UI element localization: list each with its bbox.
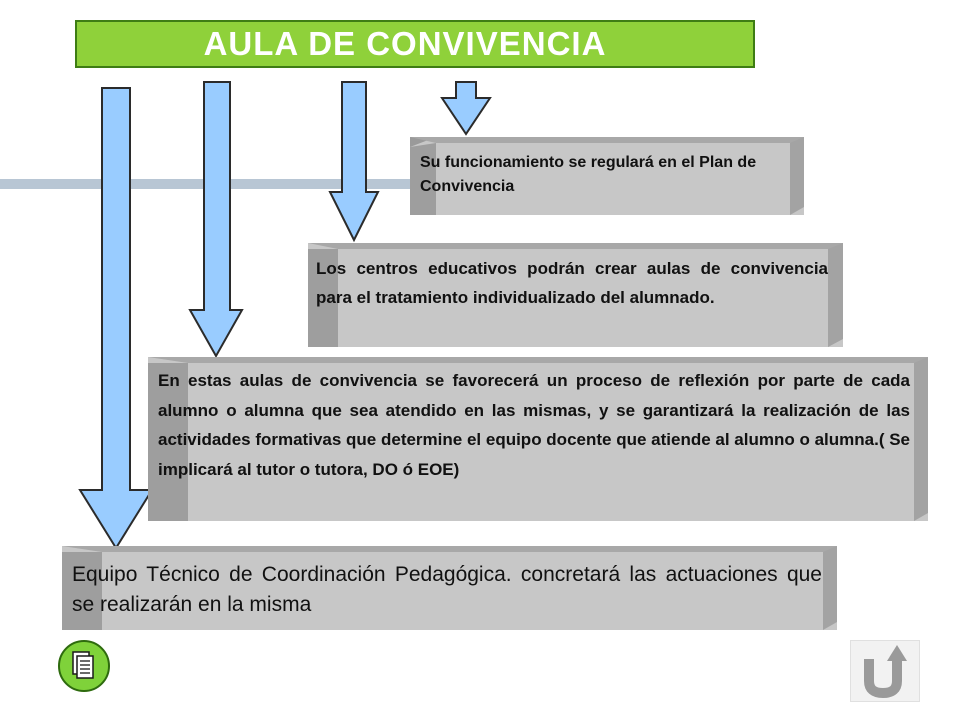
info-box-etcp	[62, 546, 837, 630]
return-arrow-icon	[851, 641, 919, 701]
down-arrow-3	[330, 82, 378, 240]
info-box-text: Su funcionamiento se regulará en el Plan de Convivencia	[420, 154, 757, 195]
down-arrow-2	[190, 82, 242, 356]
page-title: AULA DE CONVIVENCIA	[203, 25, 607, 62]
info-box-text: Equipo Técnico de Coordinación Pedagógica. concretará las actuaciones que se realizarán en la misma	[72, 563, 822, 616]
down-arrow-1	[80, 88, 152, 548]
info-box-text: Los centros educativos podrán crear aulas de convivencia para el tratamiento individualizado del alumnado.	[316, 259, 828, 307]
info-box-reflexion	[148, 357, 928, 521]
info-box-centros	[308, 243, 843, 347]
documents-icon	[60, 642, 108, 690]
return-button[interactable]	[850, 640, 920, 702]
info-box-plan	[410, 137, 804, 215]
info-box-text: En estas aulas de convivencia se favorecerá un proceso de reflexión por parte de cada alumno o alumna que sea atendido en las mismas, y se garantizará la realización de las actividades formativas que determine el equipo docente que atiende al alumno o alumna.( Se implicará al tutor o tutora, DO ó EOE)	[158, 371, 910, 479]
down-arrow-4	[442, 82, 490, 134]
documents-button[interactable]	[58, 640, 110, 692]
